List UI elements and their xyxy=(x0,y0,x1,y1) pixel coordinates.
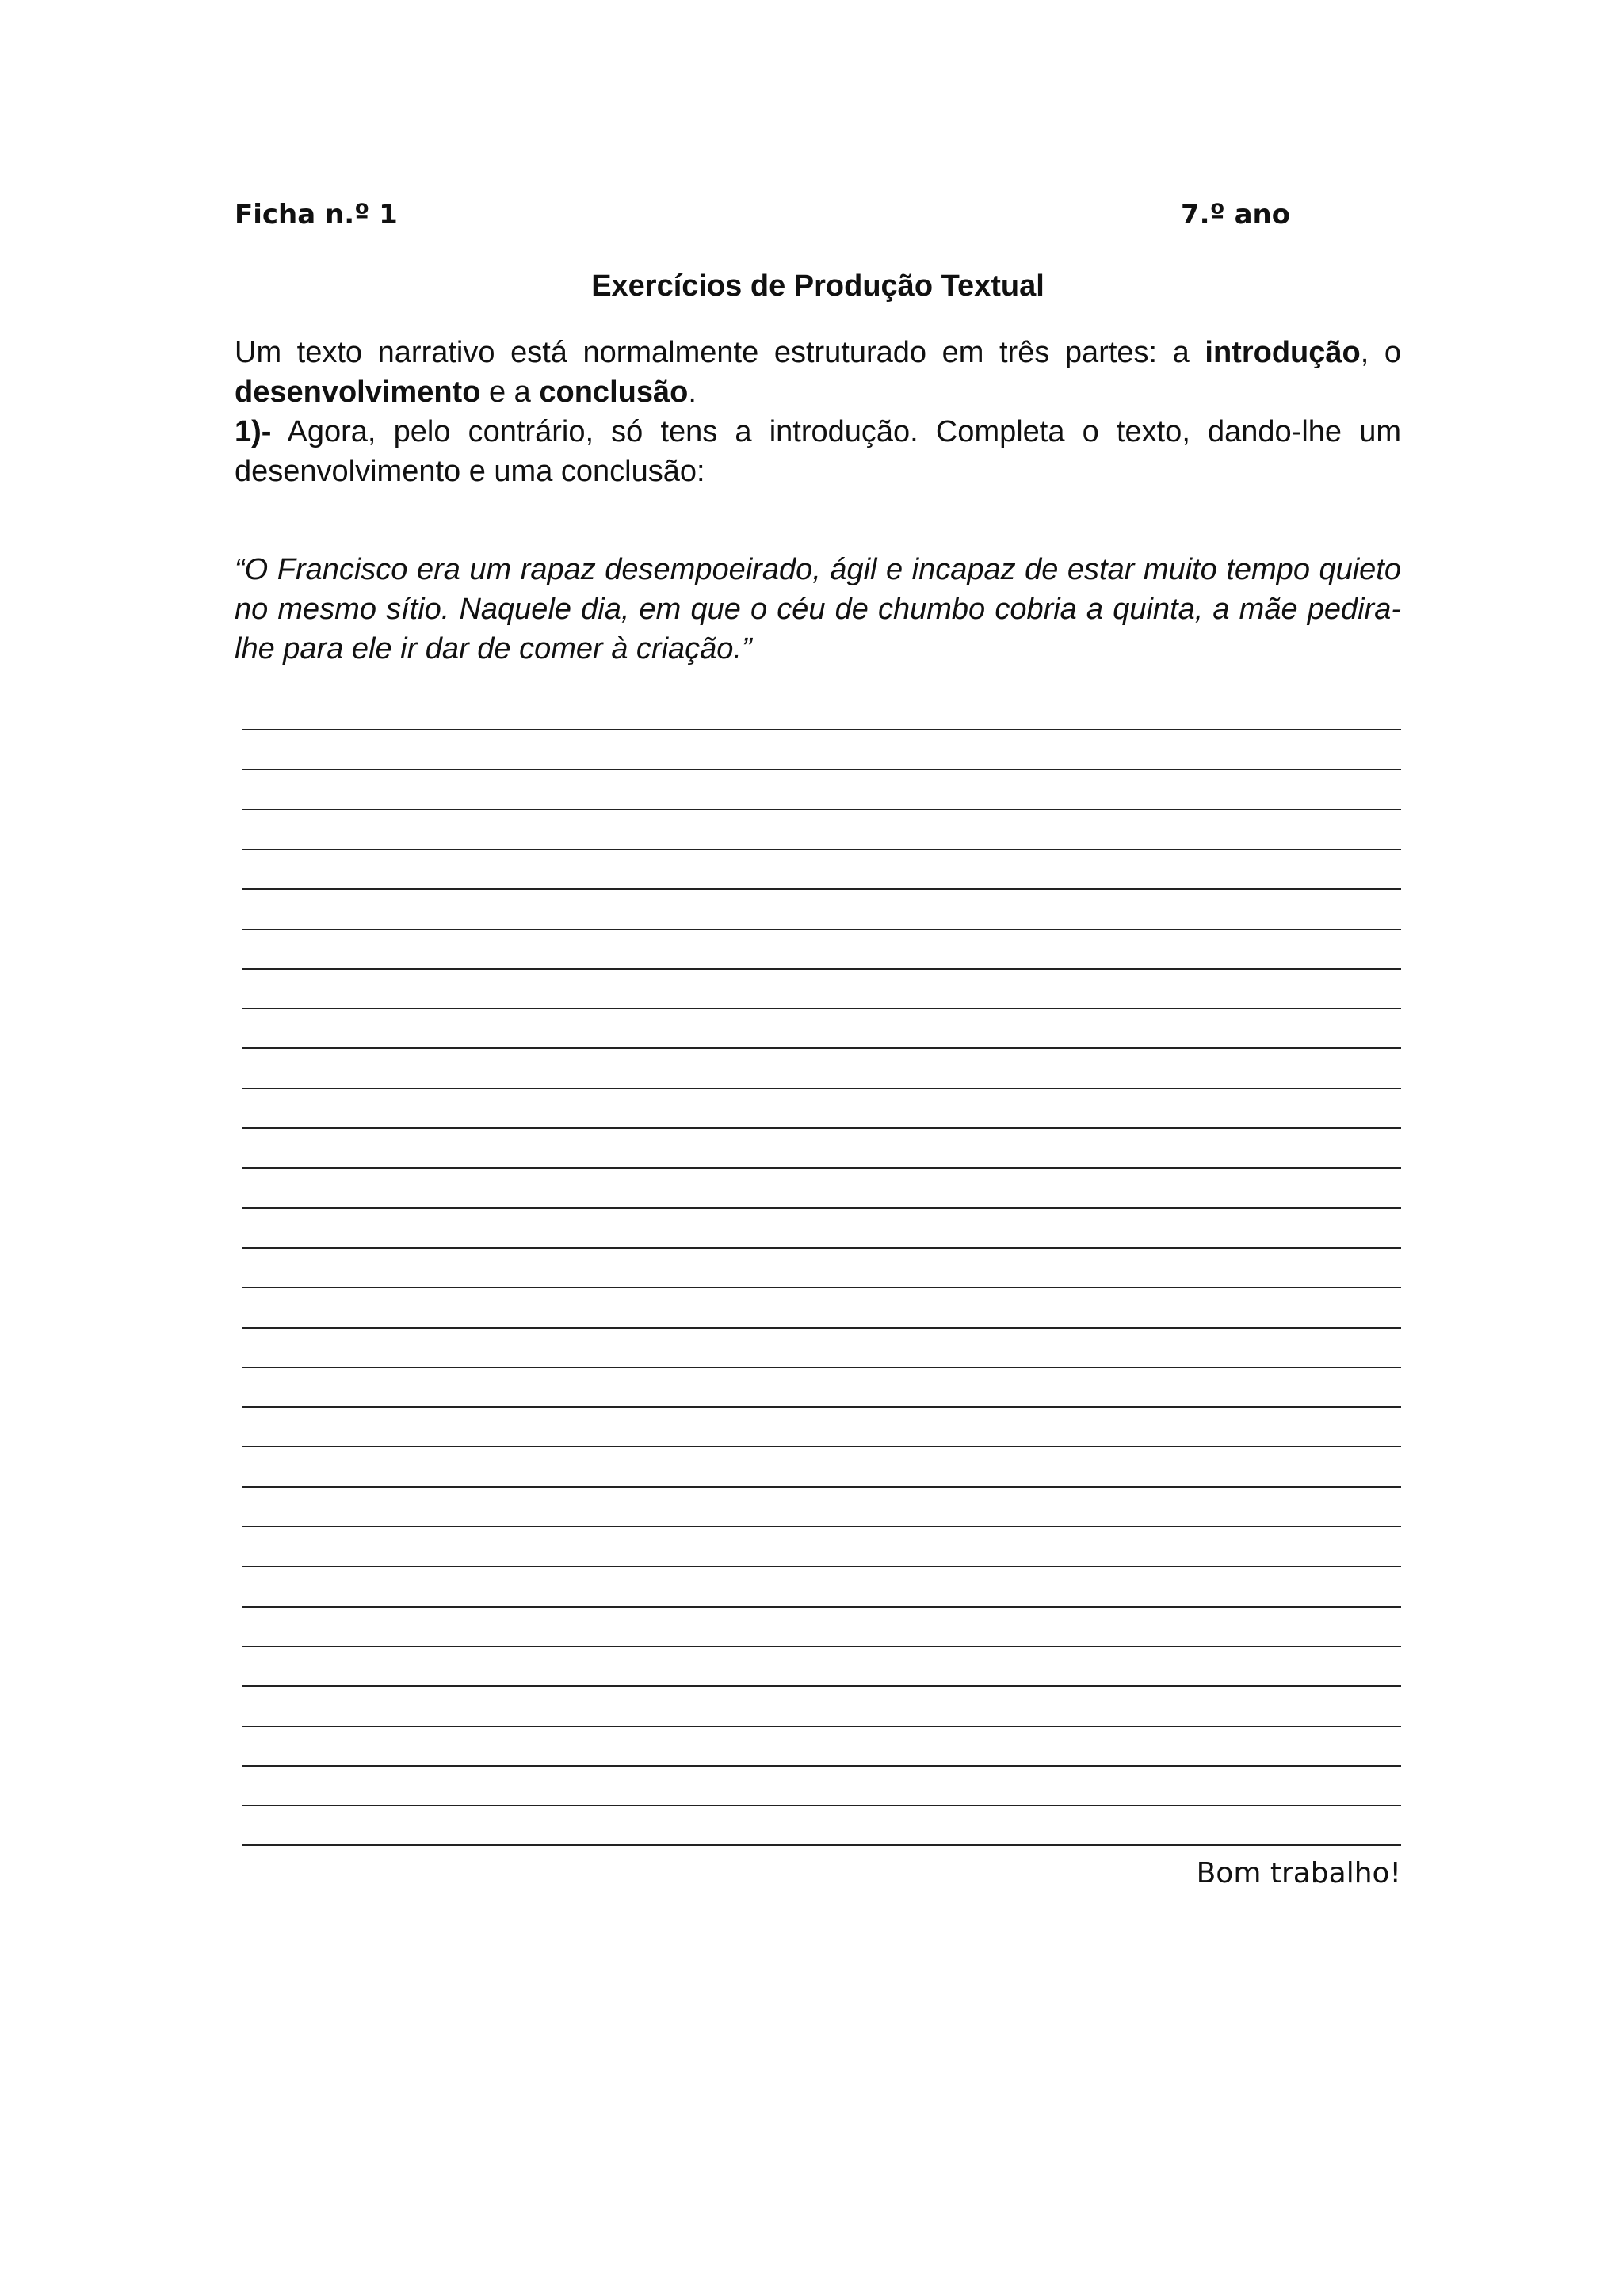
intro-text: Um texto narrativo está normalmente estruturado em três partes: a xyxy=(235,336,1205,369)
writing-line xyxy=(242,1127,1401,1129)
writing-line xyxy=(242,1287,1401,1288)
writing-line xyxy=(242,1566,1401,1567)
writing-line xyxy=(242,1406,1401,1408)
writing-line xyxy=(242,769,1401,770)
intro-paragraph xyxy=(235,333,1401,412)
writing-line xyxy=(242,1726,1401,1727)
intro-bold-term: introdução xyxy=(1205,336,1361,369)
writing-line xyxy=(242,1247,1401,1249)
exercise-instruction xyxy=(235,412,1401,491)
writing-line xyxy=(242,1486,1401,1488)
intro-text: , o xyxy=(1360,336,1402,369)
school-year: 7.º ano xyxy=(1181,199,1291,231)
exercise-text: Agora, pelo contrário, só tens a introdução. Completa o texto, dando-lhe um desenvolvimento e uma conclusão: xyxy=(235,415,1401,488)
writing-line xyxy=(242,1685,1401,1687)
writing-line xyxy=(242,1327,1401,1329)
intro-bold-term: conclusão xyxy=(539,376,689,409)
writing-line xyxy=(242,1765,1401,1767)
writing-line xyxy=(242,929,1401,930)
writing-line xyxy=(242,1088,1401,1089)
writing-line xyxy=(242,1646,1401,1647)
writing-line xyxy=(242,1526,1401,1527)
intro-text: e a xyxy=(480,376,540,409)
writing-line xyxy=(242,1207,1401,1209)
writing-line xyxy=(242,1606,1401,1608)
writing-line xyxy=(242,1805,1401,1806)
writing-line xyxy=(242,1367,1401,1368)
intro-bold-term: desenvolvimento xyxy=(235,376,481,409)
writing-line xyxy=(242,968,1401,970)
writing-line xyxy=(242,1844,1401,1846)
intro-text: . xyxy=(688,376,697,409)
exercise-number: 1)- xyxy=(235,415,272,448)
writing-line xyxy=(242,888,1401,890)
writing-line xyxy=(242,1008,1401,1009)
page-title: Exercícios de Produção Textual xyxy=(591,269,1044,303)
worksheet-number: Ficha n.º 1 xyxy=(235,199,398,231)
closing-message: Bom trabalho! xyxy=(1196,1857,1401,1890)
writing-lines-area[interactable] xyxy=(242,729,1401,1846)
writing-line xyxy=(242,1047,1401,1049)
writing-line xyxy=(242,1446,1401,1447)
writing-line xyxy=(242,849,1401,850)
writing-line xyxy=(242,1167,1401,1169)
writing-line xyxy=(242,809,1401,810)
story-introduction-quote: “O Francisco era um rapaz desempoeirado, ágil e incapaz de estar muito tempo quieto no mesmo sítio. Naquele dia, em que o céu de chumbo cobria a quinta, a mãe pedira-lhe para ele ir dar de comer à criação.” xyxy=(235,553,1401,666)
writing-line xyxy=(242,729,1401,730)
